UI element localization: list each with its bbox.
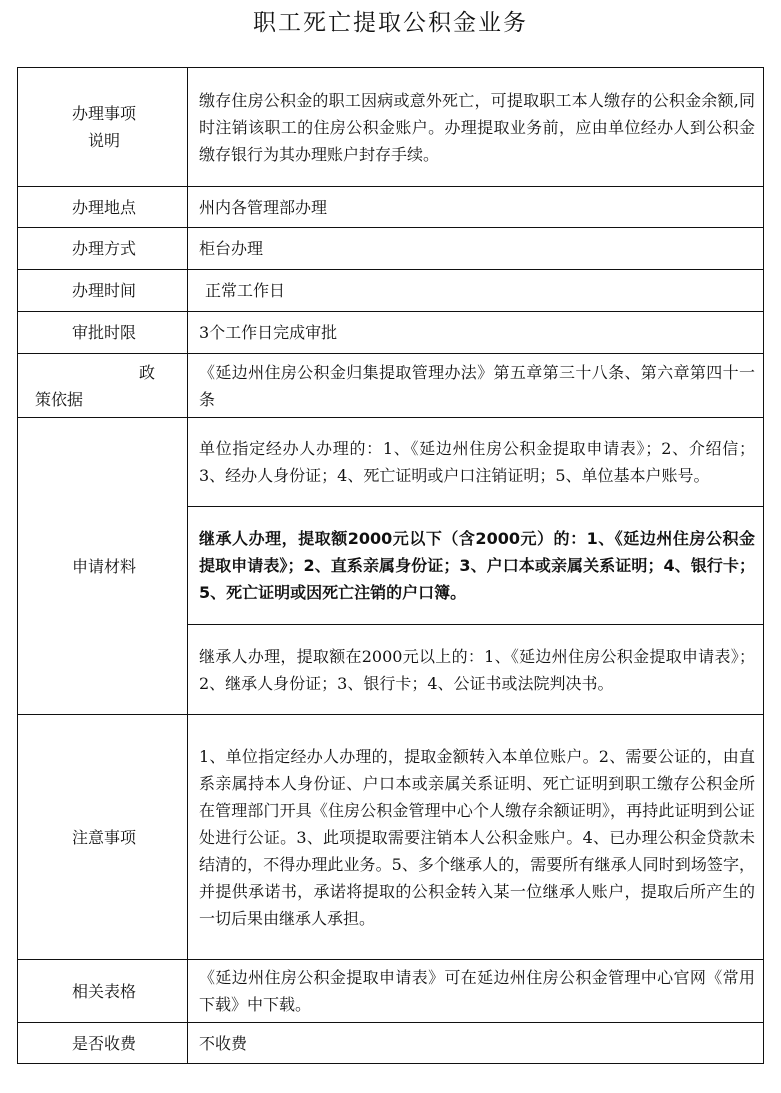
table-row-approval-limit [18,312,764,354]
row-label-policy-basis-part2: 策依据 [35,389,84,409]
row-label-materials: 申请材料 [18,418,188,715]
page-title: 职工死亡提取公积金业务 [253,10,528,36]
materials-item-3: 继承人办理，提取额在2000元以上的：1、《延边州住房公积金提取申请表》；2、继承人身份证；3、银行卡；4、公证书或法院判决书。 [188,625,764,715]
row-label-notes: 注意事项 [18,715,188,960]
row-value-forms: 《延边州住房公积金提取申请表》可在延边州住房公积金管理中心官网《常用下载》中下载。 [188,960,764,1023]
table-row-forms [18,960,764,1023]
row-value-location: 州内各管理部办理 [188,187,764,228]
row-label-fee: 是否收费 [18,1023,188,1064]
row-label-description-line1: 办理事项 [71,104,136,123]
table-row-policy-basis [18,354,764,418]
materials-item-2: 继承人办理，提取额2000元以下（含2000元）的：1、《延边州住房公积金提取申请表》；2、直系亲属身份证；3、户口本或亲属关系证明；4、银行卡；5、死亡证明或因死亡注销的户口簿。 [188,507,764,625]
table-row-notes [18,715,764,960]
row-value-notes: 1、单位指定经办人办理的，提取金额转入本单位账户。2、需要公证的，由直系亲属持本人身份证、户口本或亲属关系证明、死亡证明到职工缴存公积金所在管理部门开具《住房公积金管理中心个人缴存余额证明》，再持此证明到公证处进行公证。3、此项提取需要注销本人公积金账户。4、已办理公积金贷款未结清的，不得办理此业务。5、多个继承人的，需要所有继承人同时到场签字，并提供承诺书，承诺将提取的公积金转入某一位继承人账户，提取后所产生的一切后果由继承人承担。 [188,715,764,960]
table-row-location [18,187,764,228]
table-row-materials-1 [18,418,764,507]
row-label-description-line2: 说明 [87,131,120,150]
table-row-fee [18,1023,764,1064]
table-row-hours [18,270,764,312]
table-row-method [18,228,764,270]
row-label-location: 办理地点 [18,187,188,228]
row-label-policy-basis [18,354,188,418]
row-label-method: 办理方式 [18,228,188,270]
row-label-approval-limit: 审批时限 [18,312,188,354]
row-label-forms: 相关表格 [18,960,188,1023]
row-value-fee: 不收费 [188,1023,764,1064]
row-label-policy-basis-part1: 政 [138,362,155,382]
row-value-policy-basis: 《延边州住房公积金归集提取管理办法》第五章第三十八条、第六章第四十一条 [188,354,764,418]
business-info-table [17,67,764,1064]
row-value-hours-text: 正常工作日 [205,281,286,300]
table-row-description [18,68,764,187]
row-value-method: 柜台办理 [188,228,764,270]
row-label-description [18,68,188,187]
row-value-approval-limit: 3个工作日完成审批 [188,312,764,354]
materials-item-1: 单位指定经办人办理的：1、《延边州住房公积金提取申请表》；2、介绍信；3、经办人身份证；4、死亡证明或户口注销证明；5、单位基本户账号。 [188,418,764,507]
row-value-description: 缴存住房公积金的职工因病或意外死亡，可提取职工本人缴存的公积金余额,同时注销该职工的住房公积金账户。办理提取业务前，应由单位经办人到公积金缴存银行为其办理账户封存手续。 [188,68,764,187]
row-value-hours [188,270,764,312]
row-label-hours: 办理时间 [18,270,188,312]
